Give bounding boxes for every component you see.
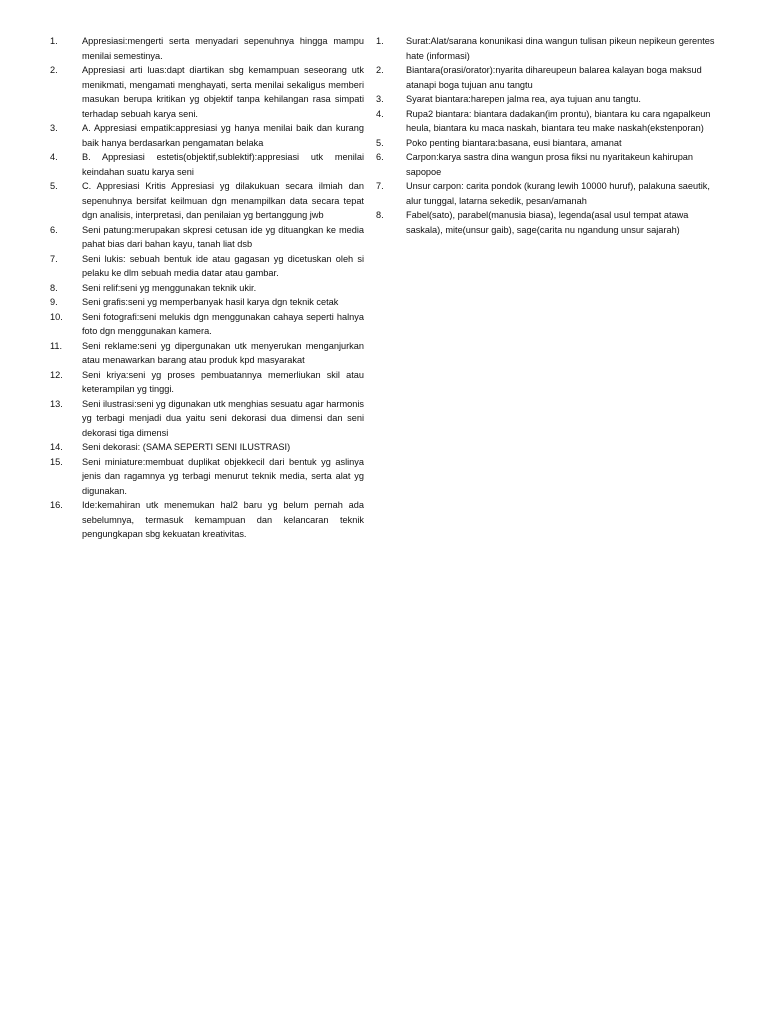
list-item [50, 498, 364, 542]
item-text: Seni grafis:seni yg memperbanyak hasil karya dgn teknik cetak [82, 297, 339, 307]
item-number: 8. [376, 210, 384, 220]
item-number: 3. [376, 94, 384, 104]
item-number: 5. [50, 181, 58, 191]
left-numbered-list [50, 34, 364, 542]
item-text: Rupa2 biantara: biantara dadakan(im prontu), biantara ku cara ngapalkeun heula, biantara ku maca naskah, biantara teu make naskah(ekstenporan) [406, 108, 711, 133]
item-number: 10. [50, 311, 63, 322]
right-numbered-list [376, 34, 716, 237]
item-text: Seni lukis: sebuah bentuk ide atau gagasan yg dicetuskan oleh si pelaku ke dlm sebuah media datar atau gambar. [82, 253, 364, 278]
item-number: 5. [376, 137, 384, 148]
item-number: 11. [50, 340, 63, 351]
item-number: 6. [376, 152, 384, 162]
list-item [50, 121, 364, 150]
list-item [50, 295, 364, 310]
item-number: 13. [50, 398, 63, 409]
item-text: Seni dekorasi: (SAMA SEPERTI SENI ILUSTRASI) [82, 442, 291, 452]
item-text: Biantara(orasi/orator):nyarita dihareupeun balarea kalayan boga maksud atanapi boga tujuan anu tangtu [406, 65, 702, 90]
list-item [50, 368, 364, 397]
item-text: Seni kriya:seni yg proses pembuatannya memerliukan skil atau keterampilan yg tinggi. [82, 369, 364, 394]
list-item [50, 34, 364, 63]
list-item [376, 107, 716, 136]
item-number: 6. [50, 224, 58, 235]
item-text: Syarat biantara:harepen jalma rea, aya tujuan anu tangtu. [406, 94, 641, 104]
list-item [376, 136, 716, 151]
item-text: Seni relif:seni yg menggunakan teknik ukir. [82, 282, 257, 293]
list-item [50, 339, 364, 368]
item-text: Seni fotografi:seni melukis dgn menggunakan cahaya seperti halnya foto dgn menggunakan kamera. [82, 311, 364, 336]
list-item [50, 397, 364, 441]
item-number: 9. [50, 297, 58, 307]
list-item [50, 63, 364, 121]
list-item [50, 252, 364, 281]
item-text: Seni ilustrasi:seni yg digunakan utk menghias sesuatu agar harmonis yg terbagi menjadi dua yaitu seni dekorasi dua dimensi dan seni dekorasi tiga dimensi [82, 398, 364, 438]
list-item [376, 63, 716, 92]
item-text: B. Appresiasi estetis(objektif,sublektif):appresiasi utk menilai keindahan suatu karya seni [82, 152, 364, 177]
item-number: 7. [50, 253, 58, 264]
item-text: Ide:kemahiran utk menemukan hal2 baru yg belum pernah ada sebelumnya, termasuk kemampuan dan kelancaran teknik pengungkapan sbg kekuatan kreativitas. [82, 500, 364, 539]
item-number: 16. [50, 500, 63, 510]
list-item [50, 440, 364, 455]
item-text: Fabel(sato), parabel(manusia biasa), legenda(asal usul tempat atawa saskala), mite(unsur gaib), sage(carita nu ngandung unsur sajarah) [406, 210, 689, 235]
item-number: 4. [50, 152, 58, 162]
item-text: Poko penting biantara:basana, eusi biantara, amanat [406, 137, 622, 148]
list-item [50, 310, 364, 339]
item-number: 1. [376, 36, 384, 46]
list-item [50, 281, 364, 296]
item-text: Seni reklame:seni yg dipergunakan utk menyerukan menganjurkan atau menawarkan barang atau produk kpd masyarakat [82, 340, 364, 365]
left-column [50, 34, 364, 542]
item-text: Unsur carpon: carita pondok (kurang lewih 10000 huruf), palakuna saeutik, alur tunggal, latarna sekedik, pesan/amanah [406, 181, 710, 206]
item-text: Appresiasi:mengerti serta menyadari sepenuhnya hingga mampu menilai semestinya. [82, 36, 364, 61]
item-text: Seni patung:merupakan skpresi cetusan ide yg dituangkan ke media pahat bias dari bahan kayu, tanah liat dsb [82, 224, 364, 249]
list-item [376, 208, 716, 237]
item-text: Appresiasi arti luas:dapt diartikan sbg kemampuan seseorang utk menikmati, mengamati menghayati, serta menilai sekaligus memberi masukan berupa kritikan yg objektif tanpa kehilangan rasa simpati terhadap sebuah karya seni. [82, 65, 364, 119]
item-number: 2. [50, 65, 58, 75]
item-number: 1. [50, 36, 58, 46]
item-number: 15. [50, 456, 63, 467]
item-number: 7. [376, 181, 384, 191]
item-number: 3. [50, 123, 58, 133]
list-item [376, 150, 716, 179]
item-text: Surat:Alat/sarana konunikasi dina wangun tulisan pikeun nepikeun gerentes hate (informasi) [406, 36, 715, 61]
right-column [376, 34, 716, 237]
list-item [50, 455, 364, 499]
item-number: 4. [376, 108, 384, 119]
list-item [50, 150, 364, 179]
list-item [376, 34, 716, 63]
item-number: 8. [50, 282, 58, 293]
item-number: 2. [376, 65, 384, 75]
list-item [376, 92, 716, 107]
list-item [50, 223, 364, 252]
item-text: A. Appresiasi empatik:appresiasi yg hanya menilai baik dan kurang baik hanya berdasarkan pengamatan belaka [82, 123, 364, 148]
item-number: 12. [50, 369, 63, 380]
item-text: Seni miniature:membuat duplikat objekkecil dari bentuk yg aslinya jenis dan ragamnya yg terbagi menurut teknik media, serta alat yg digunakan. [82, 456, 364, 496]
item-text: C. Appresiasi Kritis Appresiasi yg dilakukuan secara ilmiah dan sepenuhnya bersifat keilmuan dgn menampilkan data secara tepat dgn analisis, interpretasi, dan penilaian yg bertanggung jwb [82, 181, 364, 220]
item-number: 14. [50, 442, 63, 452]
list-item [376, 179, 716, 208]
list-item [50, 179, 364, 223]
item-text: Carpon:karya sastra dina wangun prosa fiksi nu nyaritakeun kahirupan sapopoe [406, 152, 694, 177]
